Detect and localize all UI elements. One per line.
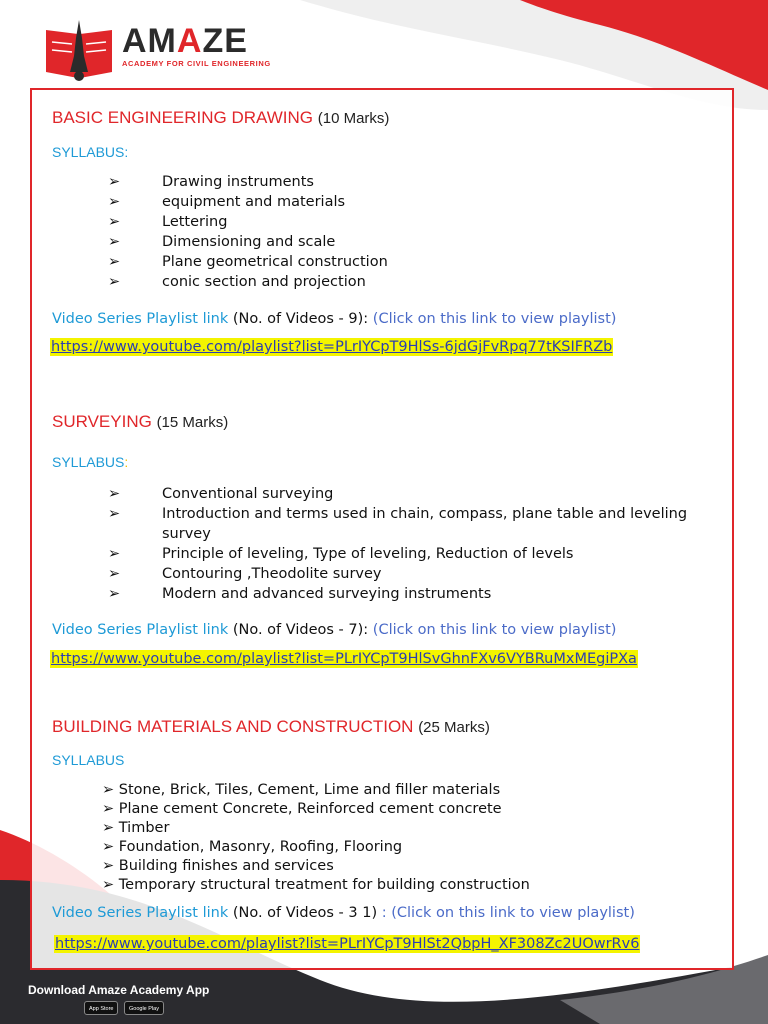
- bullet-arrow-icon: ➢: [102, 782, 115, 798]
- bullet-arrow-icon: ➢: [108, 566, 121, 582]
- bullet-arrow-icon: ➢: [108, 254, 121, 270]
- syllabus-label: SYLLABUS:: [52, 454, 129, 470]
- section-title-building-materials: BUILDING MATERIALS AND CONSTRUCTION (25 Marks): [52, 717, 490, 736]
- bullet-arrow-icon: ➢: [108, 214, 121, 230]
- bullet-arrow-icon: ➢: [102, 820, 115, 836]
- bullet-arrow-icon: ➢: [108, 586, 121, 602]
- list-item: ➢ Lettering: [108, 214, 228, 230]
- playlist-url-link[interactable]: https://www.youtube.com/playlist?list=PLrIYCpT9HlSvGhnFXv6VYBRuMxMEgiPXa: [51, 651, 637, 667]
- list-item: ➢ Principle of leveling, Type of leveling, Reduction of levels: [108, 546, 574, 562]
- syllabus-list-surveying: [108, 484, 722, 604]
- brand-name: AMAZE: [122, 22, 248, 60]
- section-title-drawing: BASIC ENGINEERING DRAWING (10 Marks): [52, 108, 390, 127]
- playlist-url-link[interactable]: https://www.youtube.com/playlist?list=PLrIYCpT9HlSt2QbpH_XF308Zc2UOwrRv6: [55, 936, 640, 952]
- list-item: ➢ Drawing instruments: [108, 174, 314, 190]
- playlist-line: Video Series Playlist link (No. of Videos - 7): (Click on this link to view playlist): [52, 622, 617, 638]
- list-item: ➢ Temporary structural treatment for building construction: [102, 877, 530, 893]
- list-item: ➢ Building finishes and services: [102, 858, 334, 874]
- list-item: ➢ Plane geometrical construction: [108, 254, 388, 270]
- google-play-badge[interactable]: Google Play: [124, 1001, 164, 1015]
- download-app-text: Download Amaze Academy App: [28, 983, 210, 997]
- playlist-line: Video Series Playlist link (No. of Videos - 3 1) : (Click on this link to view playlist): [52, 905, 635, 921]
- bullet-arrow-icon: ➢: [108, 194, 121, 210]
- brand-tagline: ACADEMY FOR CIVIL ENGINEERING: [122, 59, 271, 68]
- bullet-arrow-icon: ➢: [108, 546, 121, 562]
- app-store-badge[interactable]: App Store: [84, 1001, 118, 1015]
- bullet-arrow-icon: ➢: [102, 877, 115, 893]
- syllabus-frame: [30, 88, 734, 970]
- list-item: ➢ Contouring ,Theodolite survey: [108, 566, 382, 582]
- bullet-arrow-icon: ➢: [108, 274, 121, 290]
- click-to-view-link[interactable]: (Click on this link to view playlist): [372, 622, 617, 638]
- bullet-arrow-icon: ➢: [108, 486, 121, 502]
- section-title-surveying: SURVEYING (15 Marks): [52, 412, 229, 431]
- bullet-arrow-icon: ➢: [102, 839, 115, 855]
- click-to-view-link[interactable]: : (Click on this link to view playlist): [381, 905, 635, 921]
- list-item: ➢ Modern and advanced surveying instruments: [108, 586, 492, 602]
- list-item: ➢ conic section and projection: [108, 274, 366, 290]
- bullet-arrow-icon: ➢: [108, 234, 121, 250]
- list-item: ➢ Conventional surveying: [108, 486, 334, 502]
- syllabus-list-drawing: [108, 172, 388, 292]
- bullet-arrow-icon: ➢: [108, 174, 121, 190]
- click-to-view-link[interactable]: (Click on this link to view playlist): [372, 311, 617, 327]
- syllabus-label: SYLLABUS: [52, 752, 125, 768]
- list-item: ➢ Timber: [102, 820, 170, 836]
- list-item: ➢ Plane cement Concrete, Reinforced cement concrete: [102, 801, 502, 817]
- bullet-arrow-icon: ➢: [108, 506, 121, 522]
- bullet-arrow-icon: ➢: [102, 801, 115, 817]
- list-item: ➢ Dimensioning and scale: [108, 234, 336, 250]
- list-item: ➢ Foundation, Masonry, Roofing, Flooring: [102, 839, 403, 855]
- list-item: ➢ equipment and materials: [108, 194, 346, 210]
- list-item: ➢ Stone, Brick, Tiles, Cement, Lime and filler materials: [102, 782, 501, 798]
- playlist-line: Video Series Playlist link (No. of Videos - 9): (Click on this link to view playlist): [52, 311, 617, 327]
- list-item: ➢ Introduction and terms used in chain, compass, plane table and leveling survey: [108, 506, 688, 542]
- syllabus-list-building-materials: [102, 781, 530, 895]
- syllabus-label: SYLLABUS:: [52, 144, 129, 160]
- bullet-arrow-icon: ➢: [102, 858, 115, 874]
- playlist-url-link[interactable]: https://www.youtube.com/playlist?list=PLrIYCpT9HlSs-6jdGjFvRpq77tKSIFRZb: [51, 339, 613, 355]
